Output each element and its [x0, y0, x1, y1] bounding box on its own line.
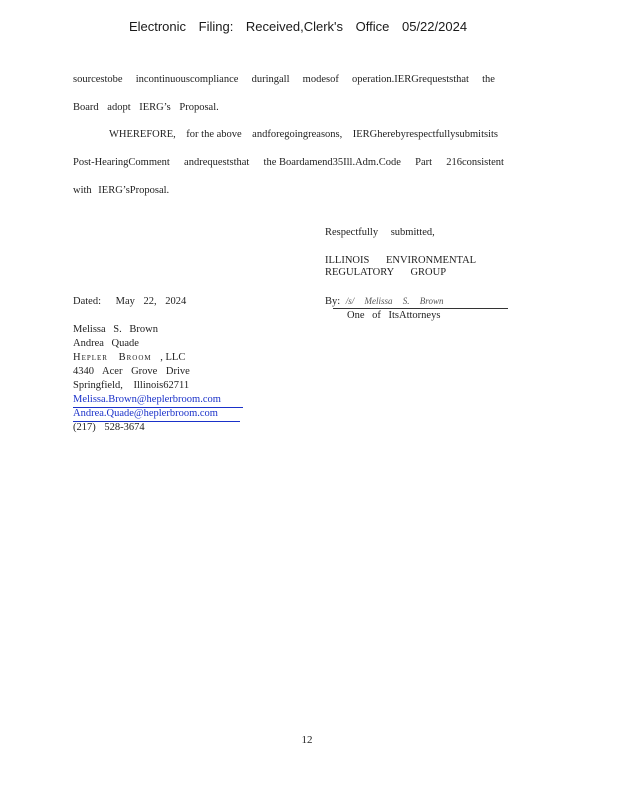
body-word: for the above [186, 129, 242, 140]
body-word: modesof [302, 74, 339, 85]
phone-number: (217) 528-3674 [73, 422, 145, 433]
dated-value: May 22, 2024 [115, 296, 187, 307]
body-word: WHEREFORE, [109, 129, 176, 140]
email-link-underline [73, 407, 240, 422]
body-line-4 [73, 157, 504, 168]
dated-line [73, 296, 186, 307]
firm-suffix: , LLC [160, 352, 186, 363]
firm-name [73, 351, 185, 365]
body-line-2: Board adopt IERG’s Proposal. [73, 102, 219, 113]
filing-stamp-header: Electronic Filing: Received,Clerk's Office 05/22/2024 [128, 19, 468, 34]
body-word: Part [415, 157, 433, 168]
email-link-melissa[interactable]: Melissa.Brown@heplerbroom.com [73, 394, 221, 405]
body-word: incontinuouscompliance [135, 74, 239, 85]
page-number: 12 [301, 734, 313, 746]
counsel-name-2: Andrea Quade [73, 338, 139, 349]
body-word: operation.IERGrequeststhat [352, 74, 469, 85]
org-name-line-1: ILLINOIS ENVIRONMENTAL [325, 255, 477, 266]
firm-name-part-1: Hepler [73, 352, 108, 363]
body-word: the [482, 74, 495, 85]
counsel-name-1: Melissa S. Brown [73, 324, 158, 335]
body-word: Post-HearingComment [73, 157, 170, 168]
body-line-5: with IERG’sProposal. [73, 185, 170, 196]
body-word: 216consistent [446, 157, 504, 168]
body-word: duringall [251, 74, 290, 85]
street-address: 4340 Acer Grove Drive [73, 366, 190, 377]
body-word: the Boardamend35Ill.Adm.Code [263, 157, 401, 168]
dated-label: Dated: [73, 296, 101, 307]
body-word: IERGherebyrespectfullysubmitsits [352, 129, 498, 140]
by-line [325, 296, 443, 307]
email-link-andrea[interactable]: Andrea.Quade@heplerbroom.com [73, 408, 218, 419]
email-link-underline [73, 393, 243, 408]
email-line-2 [73, 407, 240, 422]
city-state-zip: Springfield, Illinois62711 [73, 380, 190, 391]
email-line-1 [73, 393, 243, 408]
body-line-1 [73, 74, 495, 85]
firm-name-part-2: Broom [118, 352, 152, 363]
body-word: andrequeststhat [184, 157, 250, 168]
electronic-signature: /s/ Melissa S. Brown [345, 296, 444, 306]
org-name-line-2: REGULATORY GROUP [325, 267, 447, 278]
body-line-3 [109, 129, 498, 140]
signature-rule [333, 308, 508, 309]
body-word: sourcestobe [73, 74, 123, 85]
closing-text: Respectfully submitted, [325, 227, 435, 238]
signer-role: One of ItsAttorneys [347, 310, 441, 321]
body-word: andforegoingreasons, [252, 129, 343, 140]
by-label: By: [325, 296, 341, 307]
